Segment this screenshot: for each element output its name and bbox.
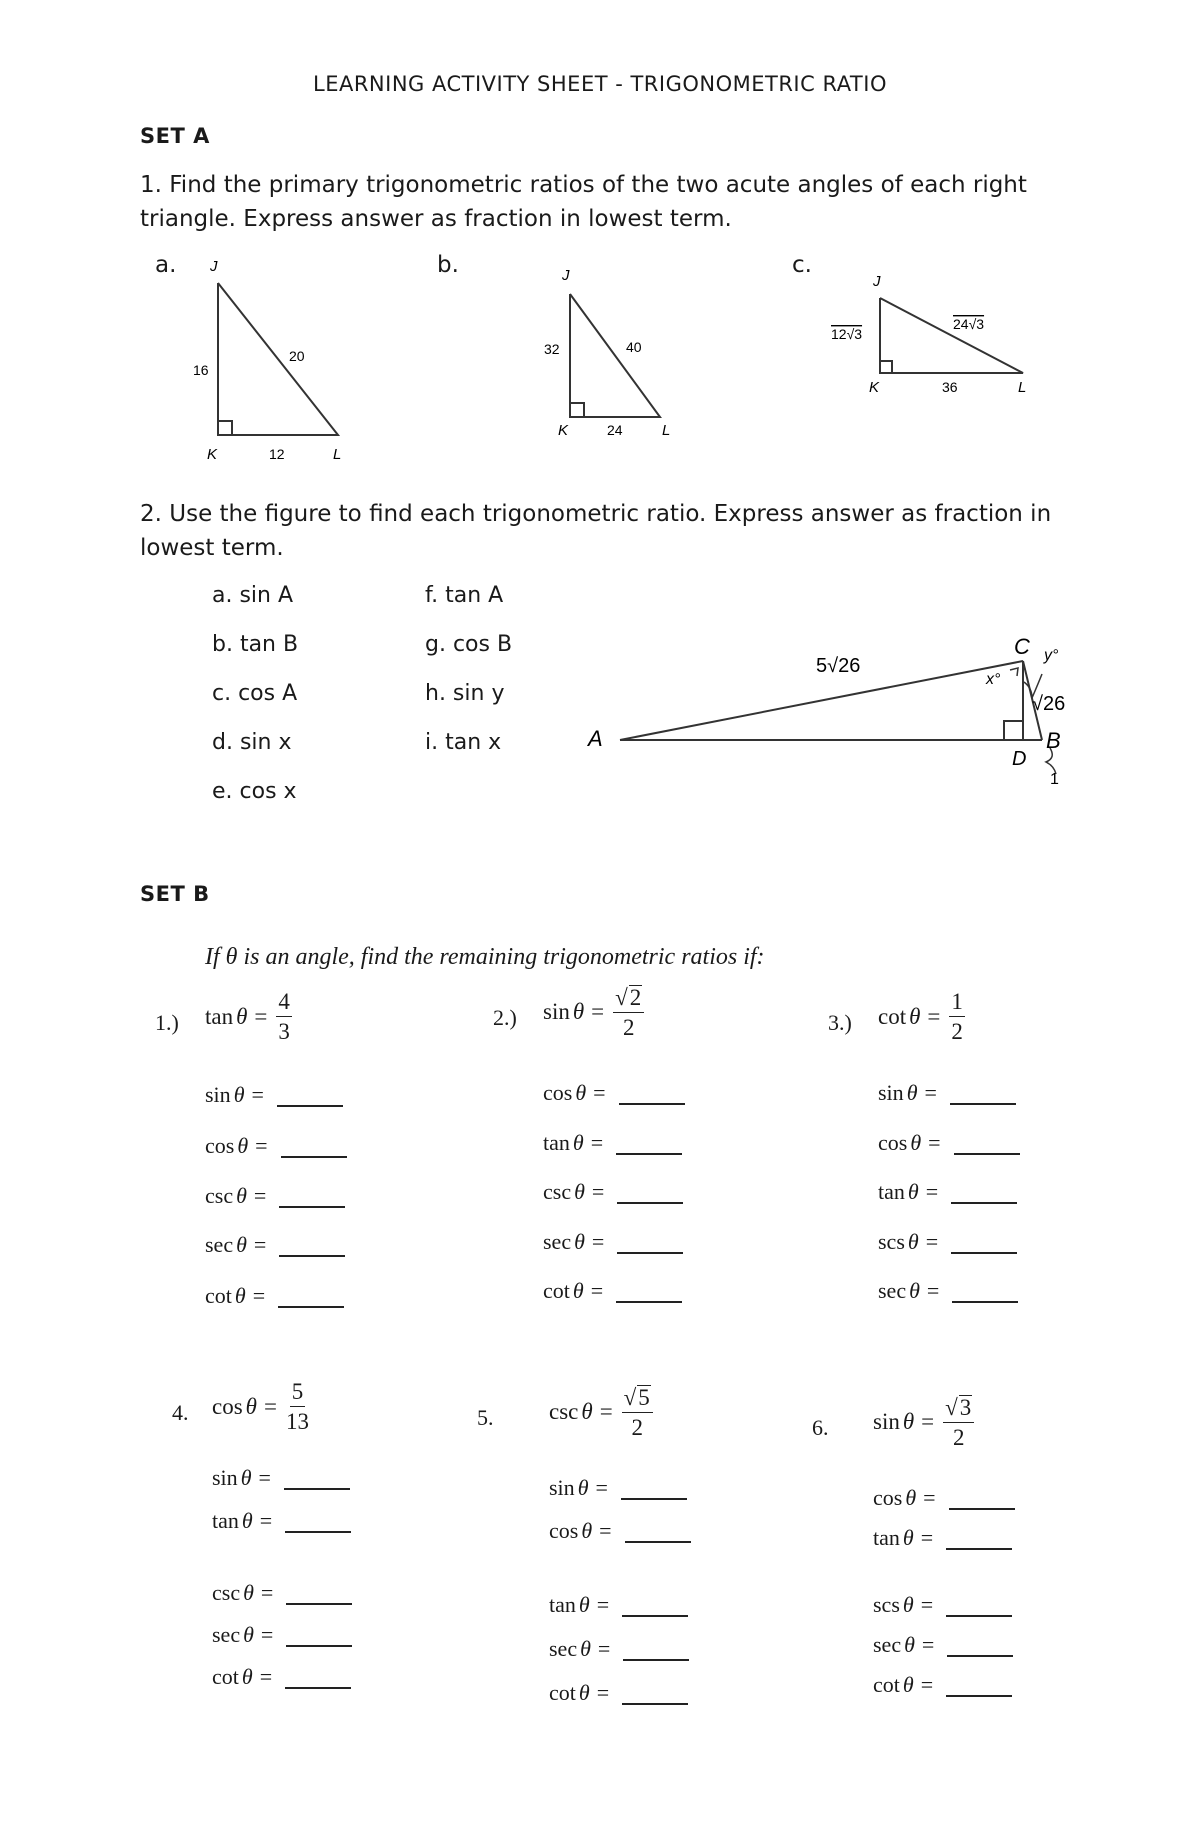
ratio-label: cot <box>543 1278 570 1303</box>
problem-2-given <box>543 985 644 1039</box>
equals-sign: = <box>260 1622 274 1647</box>
triangle-a-vertex-k: K <box>207 446 218 463</box>
triangle-c-vertex-l: L <box>1018 379 1027 396</box>
theta-symbol: θ <box>245 1393 257 1419</box>
given-fraction <box>286 1380 309 1433</box>
equals-sign: = <box>927 1003 941 1029</box>
given-fraction <box>276 990 292 1043</box>
answer-blank[interactable] <box>623 1637 689 1661</box>
triangle-a-figure <box>185 255 355 465</box>
problem-2-csc-row <box>543 1179 683 1205</box>
problem-2-number: 2.) <box>493 1005 517 1030</box>
given-fraction <box>949 990 965 1043</box>
problem-1-cot-row <box>205 1283 344 1309</box>
problem-6-cot-row <box>873 1672 1012 1698</box>
theta-symbol: θ <box>236 1183 247 1208</box>
equals-sign: = <box>259 1508 273 1533</box>
theta-symbol: θ <box>234 1283 246 1308</box>
equals-sign: = <box>591 1179 605 1204</box>
q2-item-a: a. sin A <box>212 583 294 608</box>
q2-side-db: 1 <box>1050 771 1059 788</box>
ratio-label: sin <box>878 1080 904 1105</box>
triangle-b-vertex-j: J <box>562 267 570 284</box>
theta-symbol: θ <box>236 1003 248 1029</box>
set-b-heading: SET B <box>140 882 210 906</box>
given-fraction <box>613 985 644 1039</box>
triangle-b-figure <box>540 262 690 452</box>
set-a-heading: SET A <box>140 124 210 148</box>
equals-sign: = <box>591 999 605 1024</box>
answer-blank[interactable] <box>946 1673 1012 1697</box>
triangle-b-side-kl: 24 <box>607 422 623 438</box>
theta-symbol: θ <box>905 1485 917 1510</box>
problem-1-csc-row <box>205 1183 345 1209</box>
problem-1-given <box>205 990 292 1043</box>
sqrt-symbol: √ 2 <box>615 985 642 1010</box>
ratio-label: sec <box>543 1229 572 1254</box>
ratio-label: tan <box>543 1130 570 1155</box>
equals-sign: = <box>253 1232 267 1257</box>
theta-symbol: θ <box>240 1465 252 1490</box>
ratio-label: sec <box>212 1622 241 1647</box>
equals-sign: = <box>925 1229 939 1254</box>
triangle-c-side-jk: 12√3 <box>831 326 863 342</box>
problem-3-scs-row <box>878 1229 1017 1255</box>
theta-symbol: θ <box>902 1409 915 1434</box>
given-function: sin <box>873 1409 900 1434</box>
given-function: tan <box>205 1003 234 1029</box>
theta-symbol: θ <box>241 1664 253 1689</box>
q2-side-ac: 5√26 <box>816 655 861 677</box>
sqrt-symbol: √ 5 <box>623 1385 650 1410</box>
answer-blank[interactable] <box>279 1233 345 1257</box>
answer-blank[interactable] <box>946 1593 1012 1617</box>
equals-sign: = <box>590 1278 604 1303</box>
given-function: csc <box>549 1399 579 1424</box>
q2-item-h: h. sin y <box>425 681 505 706</box>
answer-blank[interactable] <box>285 1665 351 1689</box>
theta-symbol: θ <box>580 1636 591 1661</box>
q2-item-c: c. cos A <box>212 681 298 706</box>
equals-sign: = <box>593 1080 606 1105</box>
ratio-label: cot <box>205 1283 232 1308</box>
theta-symbol: θ <box>581 1399 593 1424</box>
theta-symbol: θ <box>574 1179 585 1204</box>
theta-symbol: θ <box>241 1508 253 1533</box>
q2-angle-y: y° <box>1044 647 1059 664</box>
problem-4-tan-row <box>212 1508 351 1534</box>
theta-symbol: θ <box>574 1229 585 1254</box>
answer-blank[interactable] <box>952 1279 1018 1303</box>
problem-2-tan-row <box>543 1130 682 1156</box>
answer-blank[interactable] <box>951 1180 1017 1204</box>
theta-symbol: θ <box>577 1475 589 1500</box>
q2-point-a: A <box>588 726 603 751</box>
problem-6-cos-row <box>873 1485 1015 1511</box>
theta-symbol: θ <box>904 1632 915 1657</box>
page-title: LEARNING ACTIVITY SHEET - TRIGONOMETRIC RATIO <box>313 72 887 96</box>
ratio-label: sin <box>212 1465 238 1490</box>
answer-blank[interactable] <box>285 1509 351 1533</box>
answer-blank[interactable] <box>954 1131 1020 1155</box>
answer-blank[interactable] <box>617 1230 683 1254</box>
equals-sign: = <box>921 1632 935 1657</box>
problem-3-tan-row <box>878 1179 1017 1205</box>
problem-5-cos-row <box>549 1518 691 1544</box>
triangle-b-label: b. <box>437 252 459 278</box>
ratio-label: tan <box>212 1508 239 1533</box>
q2-figure <box>580 610 1080 800</box>
triangle-a-vertex-j: J <box>210 258 218 275</box>
theta-symbol: θ <box>907 1229 919 1254</box>
problem-4-cot-row <box>212 1664 351 1690</box>
ratio-label: tan <box>878 1179 905 1204</box>
theta-symbol: θ <box>572 1278 584 1303</box>
problem-1-sec-row <box>205 1232 345 1258</box>
problem-3-sec-row <box>878 1278 1018 1304</box>
sqrt-symbol: √ 3 <box>945 1395 972 1420</box>
answer-blank[interactable] <box>951 1230 1017 1254</box>
theta-symbol: θ <box>243 1580 254 1605</box>
triangle-c-side-kl: 36 <box>942 379 958 395</box>
fraction-numerator <box>622 1385 653 1413</box>
problem-4-given <box>212 1380 309 1433</box>
answer-blank[interactable] <box>286 1581 352 1605</box>
equals-sign: = <box>596 1680 610 1705</box>
answer-blank[interactable] <box>621 1476 687 1500</box>
fraction-denominator: 2 <box>631 1415 643 1440</box>
triangle-a-vertex-l: L <box>333 446 342 463</box>
theta-symbol: θ <box>902 1672 914 1697</box>
theta-symbol: θ <box>236 1232 247 1257</box>
triangle-b-side-jl: 40 <box>626 339 642 355</box>
theta-symbol: θ <box>575 1080 587 1105</box>
problem-1-sin-row <box>205 1082 343 1108</box>
equals-sign: = <box>599 1399 613 1424</box>
equals-sign: = <box>921 1409 935 1434</box>
answer-blank[interactable] <box>277 1083 343 1107</box>
theta-symbol: θ <box>578 1680 590 1705</box>
triangle-c-side-jl: 24√3 <box>953 316 985 332</box>
equals-sign: = <box>251 1082 264 1107</box>
problem-3-given <box>878 990 965 1043</box>
theta-symbol: θ <box>578 1592 590 1617</box>
problem-1-number: 1.) <box>155 1010 179 1035</box>
fraction-numerator: 5 <box>290 1380 306 1407</box>
equals-sign: = <box>255 1133 268 1158</box>
fraction-denominator: 3 <box>278 1019 290 1044</box>
q2-point-c: C <box>1014 634 1030 659</box>
equals-sign: = <box>597 1636 611 1661</box>
q2-angle-x: x° <box>986 671 1001 688</box>
ratio-label: cos <box>543 1080 573 1105</box>
problem-4-number: 4. <box>172 1400 189 1425</box>
problem-3-number: 3.) <box>828 1010 852 1035</box>
q2-point-d: D <box>1012 748 1027 770</box>
ratio-label: cos <box>205 1133 235 1158</box>
problem-6-tan-row <box>873 1525 1012 1551</box>
ratio-label: cot <box>873 1672 900 1697</box>
theta-symbol: θ <box>909 1278 920 1303</box>
triangle-a-side-kl: 12 <box>269 446 285 462</box>
problem-2-sec-row <box>543 1229 683 1255</box>
ratio-label: sin <box>205 1082 231 1107</box>
triangle-b-vertex-l: L <box>662 422 671 439</box>
ratio-label: scs <box>873 1592 900 1617</box>
problem-3-cos-row <box>878 1130 1020 1156</box>
ratio-label: cot <box>549 1680 576 1705</box>
ratio-label: csc <box>543 1179 572 1204</box>
equals-sign: = <box>253 1183 267 1208</box>
problem-2-cos-row <box>543 1080 685 1106</box>
q2-item-d: d. sin x <box>212 730 292 755</box>
fraction-denominator: 13 <box>285 1409 309 1434</box>
ratio-label: cos <box>878 1130 908 1155</box>
equals-sign: = <box>924 1080 937 1105</box>
ratio-label: cos <box>873 1485 903 1510</box>
answer-blank[interactable] <box>617 1180 683 1204</box>
triangle-b-vertex-k: K <box>558 422 569 439</box>
q2-item-i: i. tan x <box>425 730 502 755</box>
set-b-instruction: If θ is an angle, find the remaining trigonometric ratios if: <box>205 944 765 970</box>
triangle-c-label: c. <box>792 252 812 278</box>
q2-instruction: 2. Use the figure to find each trigonometric ratio. Express answer as fraction in lowest term. <box>140 501 1052 561</box>
answer-blank[interactable] <box>616 1279 682 1303</box>
triangle-c-vertex-k: K <box>869 379 880 396</box>
answer-blank[interactable] <box>949 1486 1015 1510</box>
equals-sign: = <box>596 1592 610 1617</box>
equals-sign: = <box>925 1179 939 1204</box>
equals-sign: = <box>928 1130 941 1155</box>
q2-side-cb: √26 <box>1032 693 1066 715</box>
given-function: cot <box>878 1003 907 1029</box>
problem-3-sin-row <box>878 1080 1016 1106</box>
problem-2-cot-row <box>543 1278 682 1304</box>
triangle-c-vertex-j: J <box>873 273 881 290</box>
theta-symbol: θ <box>910 1130 922 1155</box>
ratio-label: sec <box>878 1278 907 1303</box>
q2-item-b: b. tan B <box>212 632 299 657</box>
answer-blank[interactable] <box>619 1081 685 1105</box>
ratio-label: cot <box>212 1664 239 1689</box>
answer-blank[interactable] <box>279 1184 345 1208</box>
equals-sign: = <box>923 1485 936 1510</box>
q1-instruction: 1. Find the primary trigonometric ratios of the two acute angles of each right triangle. Express answer as fraction in lowest term. <box>140 172 1027 232</box>
problem-4-sin-row <box>212 1465 350 1491</box>
theta-symbol: θ <box>907 1179 919 1204</box>
answer-blank[interactable] <box>950 1081 1016 1105</box>
equals-sign: = <box>258 1465 271 1490</box>
ratio-label: csc <box>205 1183 234 1208</box>
equals-sign: = <box>599 1518 612 1543</box>
ratio-label: cos <box>549 1518 579 1543</box>
fraction-numerator: 1 <box>949 990 965 1017</box>
equals-sign: = <box>260 1580 274 1605</box>
ratio-label: sec <box>873 1632 902 1657</box>
problem-5-tan-row <box>549 1592 688 1618</box>
problem-4-sec-row <box>212 1622 352 1648</box>
given-fraction <box>943 1395 974 1449</box>
problem-6-number: 6. <box>812 1415 829 1440</box>
theta-symbol: θ <box>581 1518 593 1543</box>
theta-symbol: θ <box>572 999 585 1024</box>
fraction-numerator <box>943 1395 974 1423</box>
answer-blank[interactable] <box>616 1131 682 1155</box>
triangle-b-side-jk: 32 <box>544 341 560 357</box>
problem-5-cot-row <box>549 1680 688 1706</box>
equals-sign: = <box>252 1283 266 1308</box>
theta-symbol: θ <box>237 1133 249 1158</box>
problem-6-sec-row <box>873 1632 1013 1658</box>
answer-blank[interactable] <box>622 1593 688 1617</box>
triangle-a-side-jl: 20 <box>289 348 305 364</box>
equals-sign: = <box>920 1672 934 1697</box>
answer-blank[interactable] <box>625 1519 691 1543</box>
ratio-label: sin <box>549 1475 575 1500</box>
ratio-label: csc <box>212 1580 241 1605</box>
theta-symbol: θ <box>906 1080 918 1105</box>
problem-5-sin-row <box>549 1475 687 1501</box>
problem-6-scs-row <box>873 1592 1012 1618</box>
equals-sign: = <box>591 1229 605 1254</box>
problem-1-cos-row <box>205 1133 347 1159</box>
q2-item-e: e. cos x <box>212 779 297 804</box>
theta-symbol: θ <box>909 1003 921 1029</box>
problem-5-number: 5. <box>477 1405 494 1430</box>
theta-symbol: θ <box>233 1082 245 1107</box>
theta-symbol: θ <box>243 1622 254 1647</box>
problem-5-sec-row <box>549 1636 689 1662</box>
problem-6-given <box>873 1395 974 1449</box>
fraction-denominator: 2 <box>951 1019 963 1044</box>
theta-symbol: θ <box>902 1525 914 1550</box>
problem-4-csc-row <box>212 1580 352 1606</box>
triangle-a-side-jk: 16 <box>193 362 209 378</box>
answer-blank[interactable] <box>281 1134 347 1158</box>
ratio-label: sec <box>205 1232 234 1257</box>
answer-blank[interactable] <box>947 1633 1013 1657</box>
ratio-label: tan <box>549 1592 576 1617</box>
equals-sign: = <box>595 1475 608 1500</box>
q2-item-g: g. cos B <box>425 632 513 657</box>
answer-blank[interactable] <box>284 1466 350 1490</box>
fraction-numerator: 4 <box>276 990 292 1017</box>
equals-sign: = <box>254 1003 268 1029</box>
theta-symbol: θ <box>572 1130 584 1155</box>
ratio-label: sec <box>549 1636 578 1661</box>
equals-sign: = <box>920 1525 934 1550</box>
triangle-c-figure <box>825 265 1045 405</box>
answer-blank[interactable] <box>622 1681 688 1705</box>
ratio-label: scs <box>878 1229 905 1254</box>
fraction-denominator: 2 <box>952 1425 965 1450</box>
triangle-a-label: a. <box>155 252 177 278</box>
equals-sign: = <box>926 1278 940 1303</box>
answer-blank[interactable] <box>286 1623 352 1647</box>
q2-item-f: f. tan A <box>425 583 504 608</box>
problem-5-given <box>549 1385 653 1439</box>
given-fraction <box>622 1385 653 1439</box>
q2-point-b: B <box>1046 728 1061 753</box>
answer-blank[interactable] <box>946 1526 1012 1550</box>
fraction-denominator: 2 <box>622 1015 635 1040</box>
given-function: cos <box>212 1393 243 1419</box>
fraction-numerator <box>613 985 644 1013</box>
equals-sign: = <box>259 1664 273 1689</box>
equals-sign: = <box>263 1393 277 1419</box>
answer-blank[interactable] <box>278 1284 344 1308</box>
ratio-label: tan <box>873 1525 900 1550</box>
equals-sign: = <box>920 1592 934 1617</box>
equals-sign: = <box>590 1130 604 1155</box>
theta-symbol: θ <box>902 1592 914 1617</box>
given-function: sin <box>543 999 570 1024</box>
